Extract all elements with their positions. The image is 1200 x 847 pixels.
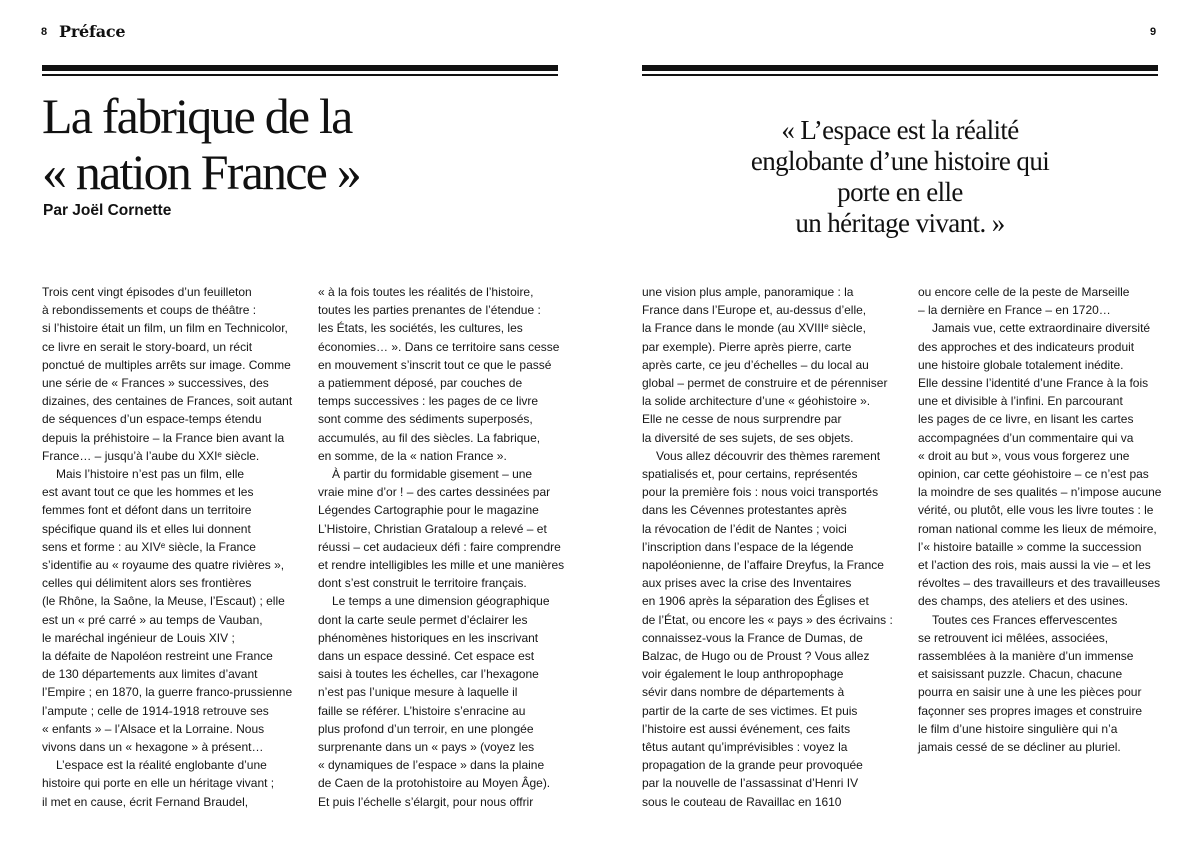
- body-text-line: des champs, des ateliers et des usines.: [918, 594, 1129, 609]
- body-text-line: la France dans le monde (au XVIIIᵉ siècle,: [642, 321, 866, 336]
- body-text-line: si l’histoire était un film, un film en Technicolor,: [42, 321, 288, 336]
- body-text-line: Jamais vue, cette extraordinaire diversité: [932, 321, 1151, 336]
- body-text-line: saisi à toutes les échelles, car l’hexagone: [318, 667, 539, 682]
- body-text-line: les États, les sociétés, les cultures, les: [318, 321, 523, 336]
- body-text-line: temps successives : les pages de ce livre: [318, 394, 539, 409]
- body-text-line: vraie mine d’or ! – des cartes dessinées par: [318, 485, 551, 500]
- body-text-line: propagation de la grande peur provoquée: [642, 758, 863, 773]
- byline: Par Joël Cornette: [43, 202, 172, 219]
- body-text-line: Elle dessine l’identité d’une France à la fois: [918, 376, 1149, 391]
- body-text-line: de l’État, ou encore les « pays » des écrivains :: [642, 612, 893, 627]
- body-text-line: Toutes ces Frances effervescentes: [932, 612, 1118, 627]
- body-text-line: dans un espace dessiné. Cet espace est: [318, 649, 535, 664]
- body-text-line: une et divisible à l’infini. En parcourant: [918, 394, 1123, 409]
- quote-line: englobante d’une histoire qui: [750, 146, 1050, 176]
- body-text-line: révoltes – des travailleurs et des travailleuses: [918, 576, 1161, 591]
- body-text-line: les pages de ce livre, en lisant les cartes: [918, 412, 1134, 427]
- body-text-line: jamais cessé de se décliner au pluriel.: [918, 740, 1121, 755]
- body-text-line: après carte, ce jeu d’échelles – du local au: [642, 357, 869, 372]
- body-text-line: L’espace est la réalité englobante d’une: [56, 758, 267, 773]
- body-text-line: de Caen de la protohistoire au Moyen Âge).: [318, 776, 551, 791]
- body-text-line: à rebondissements et coups de théâtre :: [42, 303, 257, 318]
- body-text-line: partir de la carte de ses victimes. Et puis: [642, 703, 858, 718]
- body-text-line: n’est pas l’unique mesure à laquelle il: [318, 685, 518, 700]
- body-text-line: dizaines, des centaines de Frances, soit autant: [42, 394, 293, 409]
- body-text-line: surprenante dans un « pays » (voyez les: [318, 740, 535, 755]
- body-text-line: femmes font et défont dans un territoire: [42, 503, 252, 518]
- body-column-3: [642, 283, 892, 811]
- body-text-line: depuis la préhistoire – la France bien avant la: [42, 430, 285, 445]
- body-text-line: Et puis l’échelle s’élargit, pour nous offrir: [318, 794, 534, 809]
- body-text-line: connaissez-vous la France de Dumas, de: [642, 630, 863, 645]
- body-text-line: ou encore celle de la peste de Marseille: [918, 285, 1130, 299]
- body-text-line: vivons dans un « hexagone » à présent…: [42, 740, 264, 755]
- quote-line: porte en elle: [837, 177, 963, 207]
- body-text-line: dont la carte seule permet d’éclairer les: [318, 612, 528, 627]
- body-text-line: s’identifie au « royaume des quatre rivières »,: [42, 558, 285, 573]
- body-column-1: [42, 283, 292, 811]
- body-text-line: accumulés, au fil des siècles. La fabrique,: [318, 430, 541, 445]
- body-text-line: vérité, ou plutôt, elle vous les livre toutes : le: [918, 503, 1154, 518]
- body-text-line: réussi – cet audacieux défi : faire comprendre: [318, 539, 561, 554]
- body-text-line: de 130 départements aux limites d’avant: [42, 667, 258, 682]
- body-text-line: par la nouvelle de l’assassinat d’Henri IV: [642, 776, 859, 791]
- body-text-line: pourra en saisir une à une les pièces pour: [918, 685, 1142, 700]
- body-column-4: [918, 283, 1168, 756]
- body-text-line: sévir dans nombre de départements à: [642, 685, 845, 700]
- body-text-line: l’inscription dans l’espace de la légende: [642, 539, 854, 554]
- body-text-line: en 1906 après la séparation des Églises et: [642, 594, 869, 609]
- body-text-line: ponctué de multiples arrêts sur image. Comme: [42, 357, 291, 372]
- title-line: La fabrique de la: [42, 88, 352, 144]
- body-text-line: une série de « Frances » successives, des: [42, 376, 269, 391]
- body-text-line: se retrouvent ici mêlées, associées,: [918, 630, 1109, 645]
- body-text-line: Vous allez découvrir des thèmes rarement: [656, 448, 881, 463]
- body-text-line: et rendre intelligibles les mille et une manières: [318, 558, 565, 573]
- body-text-line: aux prises avec la crise des Inventaires: [642, 576, 852, 591]
- body-text-line: celles qui délimitent alors ses frontières: [42, 576, 252, 591]
- title-line: « nation France »: [42, 144, 360, 200]
- body-text-line: de séquences d’un espace-temps étendu: [42, 412, 262, 427]
- body-text-line: l’« histoire bataille » comme la succession: [918, 539, 1142, 554]
- body-text-line: est avant tout ce que les hommes et les: [42, 485, 254, 500]
- body-text-line: l’histoire est aussi événement, ces faits: [642, 721, 851, 736]
- article-title: [42, 88, 360, 200]
- quote-line: « L’espace est la réalité: [781, 115, 1019, 145]
- left-page-rule: [42, 65, 558, 77]
- body-text-line: la révocation de l’édit de Nantes ; voici: [642, 521, 847, 536]
- body-text-line: (le Rhône, la Saône, la Meuse, l’Escaut) ; elle: [42, 594, 285, 609]
- body-text-line: la solide architecture d’une « géohistoire ».: [642, 394, 871, 409]
- body-text-line: la défaite de Napoléon restreint une France: [42, 649, 273, 664]
- body-text-line: « à la fois toutes les réalités de l’histoire,: [318, 285, 534, 299]
- body-text-line: Elle ne cesse de nous surprendre par: [642, 412, 842, 427]
- body-text-line: Légendes Cartographie pour le magazine: [318, 503, 539, 518]
- body-text-line: global – permet de construire et de pérenniser: [642, 376, 888, 391]
- body-text-line: Mais l’histoire n’est pas un film, elle: [56, 467, 245, 482]
- body-text-line: roman national comme les lieux de mémoire,: [918, 521, 1157, 536]
- body-text-line: Le temps a une dimension géographique: [332, 594, 550, 609]
- body-text-line: dont s’est construit le territoire français.: [318, 576, 527, 591]
- right-page-rule: [642, 65, 1158, 77]
- body-text-line: une histoire globale totalement inédite.: [918, 357, 1124, 372]
- body-text-line: accompagnées d’un commentaire qui va: [918, 430, 1134, 445]
- body-text-line: une vision plus ample, panoramique : la: [642, 285, 854, 299]
- body-text-line: L’Histoire, Christian Grataloup a relevé – et: [318, 521, 547, 536]
- body-text-line: dans les Cévennes protestantes après: [642, 503, 847, 518]
- body-text-line: napoléonienne, de l’affaire Dreyfus, la France: [642, 558, 884, 573]
- body-text-line: économies… ». Dans ce territoire sans cesse: [318, 339, 560, 354]
- body-text-line: spatialisés et, pour certains, représentés: [642, 467, 858, 482]
- body-text-line: sont comme des sédiments superposés,: [318, 412, 533, 427]
- body-text-line: opinion, car cette géohistoire – ce n’est pas: [918, 467, 1149, 482]
- body-text-line: l’ampute ; celle de 1914-1918 retrouve ses: [42, 703, 269, 718]
- body-text-line: la diversité de ses sujets, de ses objets.: [642, 430, 854, 445]
- body-text-line: rassemblées à la manière d’un immense: [918, 649, 1134, 664]
- body-text-line: têtus autant qu’imprévisibles : voyez la: [642, 740, 848, 755]
- quote-line: un héritage vivant. »: [795, 208, 1005, 238]
- body-text-line: sous le couteau de Ravaillac en 1610: [642, 794, 842, 809]
- body-text-line: la moindre de ses qualités – n’impose aucune: [918, 485, 1162, 500]
- body-text-line: phénomènes historiques en les inscrivant: [318, 630, 539, 645]
- body-text-line: et l’action des rois, mais aussi la vie – et les: [918, 558, 1151, 573]
- body-text-line: voir également le loup anthropophage: [642, 667, 844, 682]
- body-text-line: histoire qui porte en elle un héritage vivant ;: [42, 776, 275, 791]
- body-text-line: Trois cent vingt épisodes d’un feuilleton: [42, 285, 252, 299]
- body-text-line: France… – jusqu’à l’aube du XXIᵉ siècle.: [42, 448, 260, 463]
- body-text-line: – la dernière en France – en 1720…: [918, 303, 1111, 318]
- body-text-line: « enfants » – l’Alsace et la Lorraine. Nous: [42, 721, 265, 736]
- body-text-line: ce livre en serait le story-board, un récit: [42, 339, 253, 354]
- body-text-line: « droit au but », vous vous forgerez une: [918, 448, 1130, 463]
- left-page-number: 8: [41, 26, 48, 38]
- pull-quote: [642, 115, 1158, 239]
- body-text-line: sens et forme : au XIVᵉ siècle, la France: [42, 539, 256, 554]
- body-text-line: « dynamiques de l’espace » dans la plaine: [318, 758, 545, 773]
- body-text-line: faille se référer. L’histoire s’enracine au: [318, 703, 526, 718]
- body-text-line: des approches et des indicateurs produit: [918, 339, 1135, 354]
- body-column-2: [318, 283, 568, 811]
- body-text-line: l’Empire ; en 1870, la guerre franco-prussienne: [42, 685, 293, 700]
- body-text-line: spécifique quand ils et elles lui donnent: [42, 521, 251, 536]
- body-text-line: en somme, de la « nation France ».: [318, 448, 507, 463]
- body-text-line: pour la première fois : nous voici transportés: [642, 485, 879, 500]
- body-text-line: le maréchal ingénieur de Louis XIV ;: [42, 630, 235, 645]
- body-text-line: plus profond d’un terroir, en une plongée: [318, 721, 534, 736]
- body-text-line: Balzac, de Hugo ou de Proust ? Vous allez: [642, 649, 870, 664]
- body-text-line: façonner ses propres images et construire: [918, 703, 1143, 718]
- body-text-line: en mouvement s’inscrit tout ce que le passé: [318, 357, 552, 372]
- body-text-line: est un « pré carré » au temps de Vauban,: [42, 612, 263, 627]
- body-text-line: France dans l’Europe et, au-dessus d’elle,: [642, 303, 867, 318]
- body-text-line: il met en cause, écrit Fernand Braudel,: [42, 794, 249, 809]
- body-text-line: À partir du formidable gisement – une: [332, 467, 533, 482]
- section-title: Préface: [59, 22, 126, 41]
- right-page-number: 9: [1150, 26, 1157, 38]
- body-text-line: par exemple). Pierre après pierre, carte: [642, 339, 852, 354]
- body-text-line: toutes les parties prenantes de l’étendue :: [318, 303, 541, 318]
- body-text-line: et saisissant puzzle. Chacun, chacune: [918, 667, 1123, 682]
- body-text-line: a patiemment déposé, par couches de: [318, 376, 523, 391]
- body-text-line: le film d’une histoire singulière qui n’a: [918, 721, 1118, 736]
